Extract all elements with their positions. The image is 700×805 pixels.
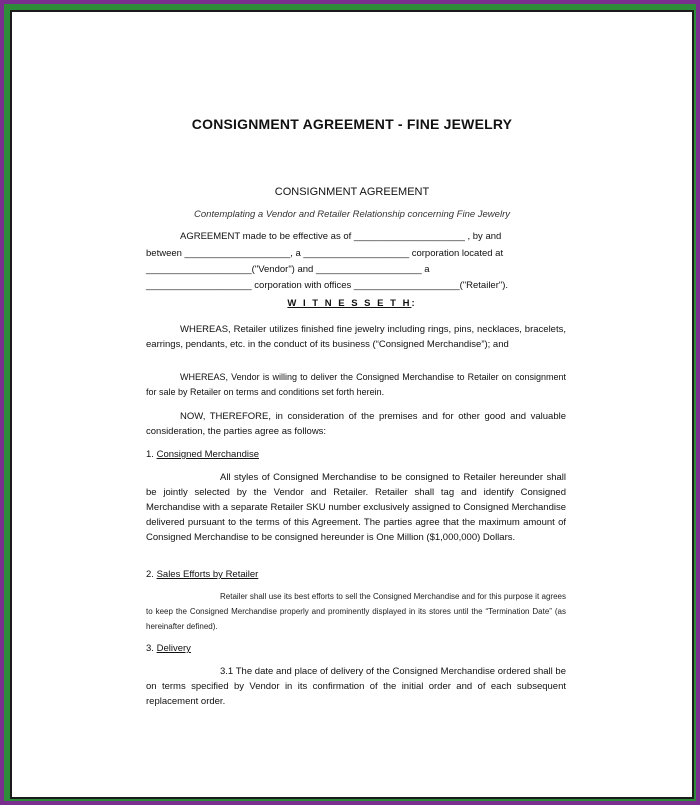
section-1-body: All styles of Consigned Merchandise to be consigned to Retailer hereunder shall be jointly selected by the Vendor and Retailer. Retailer shall tag and identify Consigned Merchandise with a separate Retailer SKU number exclusively assigned to Consigned Merchandise delivered pursuant to the terms of this Agreement. The parties agree that the maximum amount of Consigned Merchandise to be consigned hereunder is One Million ($1,000,000) Dollars. [146, 472, 566, 543]
document-title: CONSIGNMENT AGREEMENT - FINE JEWELRY [191, 116, 513, 132]
intro-line-3: ____________________("Vendor") and ____________________ a [146, 264, 430, 275]
section-2-body: Retailer shall use its best efforts to sell the Consigned Merchandise and for this purpose it agrees to keep the Consigned Merchandise properly and prominently displayed in its stores until the “Termination Date” (as hereinafter defined). [146, 592, 566, 631]
document-page [12, 12, 692, 797]
document-subtitle: CONSIGNMENT AGREEMENT [274, 186, 430, 198]
document-tagline: Contemplating a Vendor and Retailer Relationship concerning Fine Jewelry [194, 209, 510, 220]
now-therefore-paragraph: NOW, THEREFORE, in consideration of the premises and for other good and valuable consideration, the parties agree as follows: [146, 411, 566, 437]
whereas-paragraph-1: WHEREAS, Retailer utilizes finished fine jewelry including rings, pins, necklaces, bracelets, earrings, pendants, etc. in the conduct of its business (“Consigned Merchandise”); and [146, 324, 566, 350]
section-1-heading: 1. Consigned Merchandise [146, 449, 260, 460]
witnesseth-heading: W I T N E S S E T H: [287, 298, 417, 309]
document-frame [10, 10, 694, 799]
section-3-heading: 3. Delivery [146, 643, 191, 654]
intro-line-1: AGREEMENT made to be effective as of _____________________ , by and [180, 231, 502, 242]
whereas-paragraph-2: WHEREAS, Vendor is willing to deliver the Consigned Merchandise to Retailer on consignment for sale by Retailer on terms and conditions set forth herein. [146, 372, 566, 397]
section-2-heading: 2. Sales Efforts by Retailer [146, 569, 259, 580]
intro-line-4: ____________________ corporation with offices ____________________("Retailer"). [146, 280, 509, 291]
intro-line-2: between ____________________, a ____________________ corporation located at [146, 248, 504, 259]
section-3-body: 3.1 The date and place of delivery of the Consigned Merchandise ordered shall be on terms specified by Vendor in its confirmation of the initial order and of each subsequent replacement order. [146, 666, 566, 707]
